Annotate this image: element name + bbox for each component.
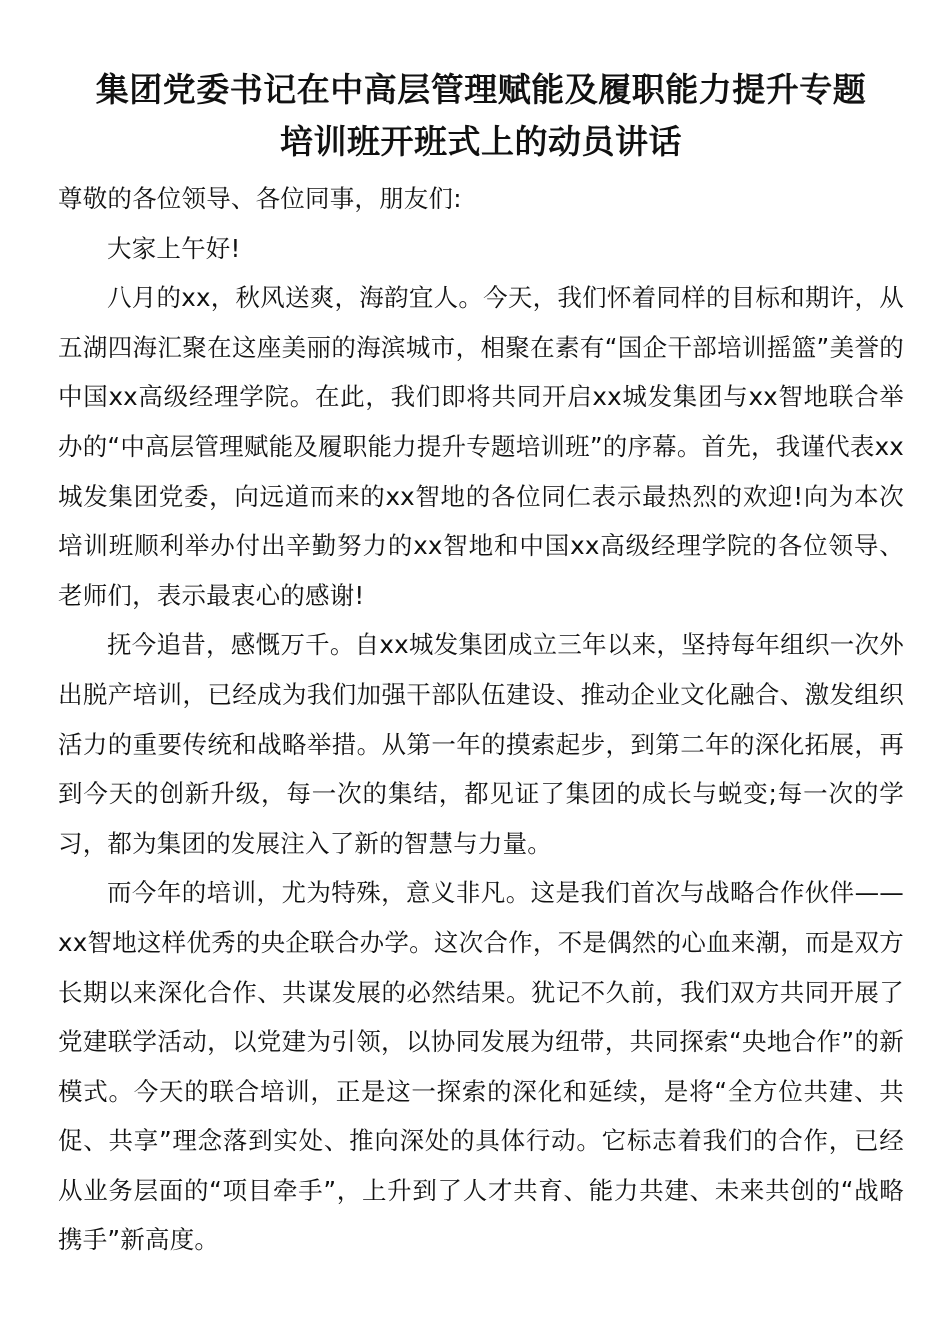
body-paragraph-2: 抚今追昔，感慨万千。自xx城发集团成立三年以来，坚持每年组织一次外出脱产培训，已经成为我们加强干部队伍建设、推动企业文化融合、激发组织活力的重要传统和战略举措。从第一年的摸索起步，到第二年的深化拓展，再到今天的创新升级，每一次的集结，都见证了集团的成长与蜕变;每一次的学习，都为集团的发展注入了新的智慧与力量。	[58, 630, 904, 858]
greeting: 大家上午好!	[107, 233, 241, 263]
title-line-1: 集团党委书记在中高层管理赋能及履职能力提升专题	[95, 70, 867, 109]
salutation: 尊敬的各位领导、各位同事，朋友们:	[58, 184, 462, 213]
body-paragraph-3: 而今年的培训，尤为特殊，意义非凡。这是我们首次与战略合作伙伴——xx智地这样优秀的央企联合办学。这次合作，不是偶然的心血来潮，而是双方长期以来深化合作、共谋发展的必然结果。犹记不久前，我们双方共同开展了党建联学活动，以党建为引领，以协同发展为纽带，共同探索“央地合作”的新模式。今天的联合培训，正是这一探索的深化和延续，是将“全方位共建、共促、共享”理念落到实处、推向深处的具体行动。它标志着我们的合作，已经从业务层面的“项目牵手”，上升到了人才共育、能力共建、未来共创的“战略携手”新高度。	[58, 878, 904, 1255]
body-paragraph-1: 八月的xx，秋风送爽，海韵宜人。今天，我们怀着同样的目标和期许，从五湖四海汇聚在这座美丽的海滨城市，相聚在素有“国企干部培训摇篮”美誉的中国xx高级经理学院。在此，我们即将共同开启xx城发集团与xx智地联合举办的“中高层管理赋能及履职能力提升专题培训班”的序幕。首先，我谨代表xx城发集团党委，向远道而来的xx智地的各位同仁表示最热烈的欢迎!向为本次培训班顺利举办付出辛勤努力的xx智地和中国xx高级经理学院的各位领导、老师们，表示最衷心的感谢!	[58, 283, 904, 610]
document-title	[58, 64, 904, 168]
title-line-2: 培训班开班式上的动员讲话	[280, 122, 682, 161]
document-page	[58, 64, 904, 1265]
